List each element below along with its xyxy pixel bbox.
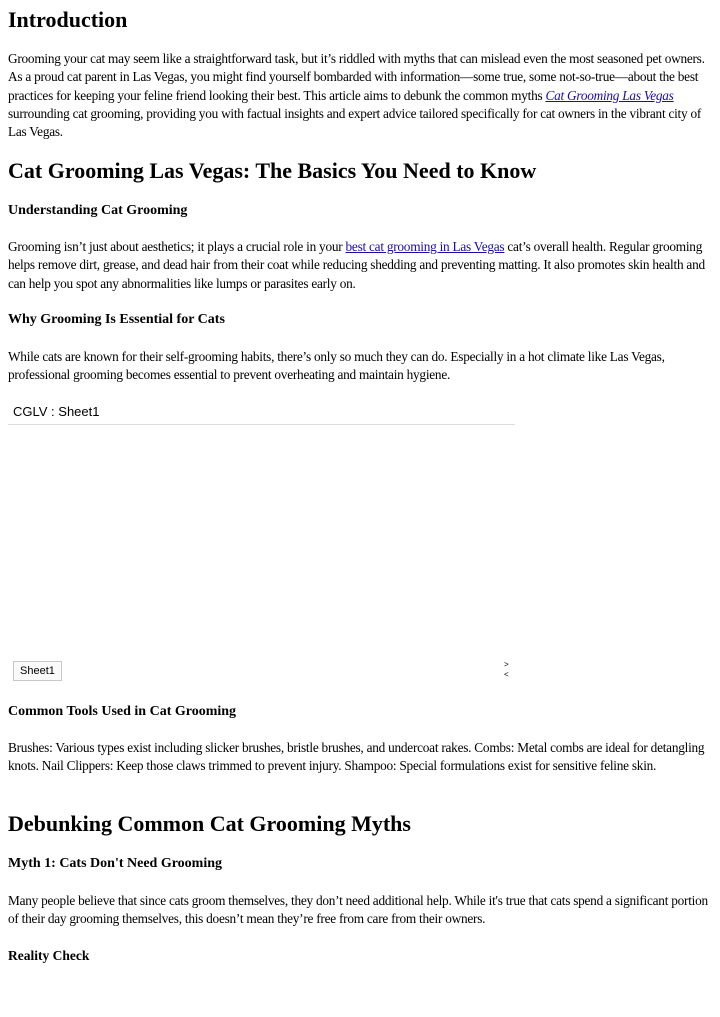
intro-text-end: surrounding cat grooming, providing you with factual insights and expert advice tailored specifically for cat owners in the vibrant city of Las Vegas. bbox=[8, 105, 702, 140]
tools-heading: Common Tools Used in Cat Grooming bbox=[8, 704, 237, 719]
cat-grooming-las-vegas-link[interactable]: Cat Grooming Las Vegas bbox=[545, 87, 674, 103]
why-heading: Why Grooming Is Essential for Cats bbox=[8, 312, 225, 327]
sheet-divider bbox=[8, 424, 515, 425]
intro-paragraph bbox=[8, 50, 713, 141]
understanding-paragraph bbox=[8, 238, 713, 293]
why-paragraph: While cats are known for their self-grooming habits, there’s only so much they can do. Especially in a hot climate like Las Vegas, professional grooming becomes essential to prevent overheating and maintain hygiene. bbox=[8, 349, 665, 383]
intro-text-start: Grooming your cat may seem like a straightforward task, but it’s riddled with myths that can mislead even the most seasoned pet owners. As a proud cat parent in Las Vegas, you might find yourself bombarded with information—some true, some not-so-true—about the best practices for keeping your feline friend looking their best. This article aims to debunk the common myths bbox=[8, 51, 705, 103]
sheet-nav bbox=[504, 660, 514, 680]
best-cat-grooming-link[interactable]: best cat grooming in Las Vegas bbox=[345, 239, 505, 254]
myths-heading: Debunking Common Cat Grooming Myths bbox=[8, 811, 411, 836]
basics-heading: Cat Grooming Las Vegas: The Basics You Need to Know bbox=[8, 158, 537, 183]
sheet-title: CGLV : Sheet1 bbox=[13, 404, 100, 419]
myth1-heading: Myth 1: Cats Don't Need Grooming bbox=[8, 856, 223, 871]
sheet-prev-button[interactable]: < bbox=[504, 670, 509, 679]
understanding-text-start: Grooming isn’t just about aesthetics; it plays a crucial role in your bbox=[8, 239, 346, 254]
reality-check-heading: Reality Check bbox=[8, 948, 90, 963]
understanding-heading: Understanding Cat Grooming bbox=[8, 203, 188, 218]
sheet-tab[interactable]: Sheet1 bbox=[13, 661, 62, 681]
understanding-text-end: cat’s overall health. Regular grooming helps remove dirt, grease, and dead hair from their coat while reducing shedding and preventing matting. It also promotes skin health and can help you spot any abnormalities like lumps or parasites early on. bbox=[8, 239, 705, 291]
intro-heading: Introduction bbox=[8, 7, 128, 32]
tools-paragraph: Brushes: Various types exist including slicker brushes, bristle brushes, and undercoat rakes. Combs: Metal combs are ideal for detangling knots. Nail Clippers: Keep those claws trimmed to prevent injury. Shampoo: Special formulations exist for sensitive feline skin. bbox=[8, 740, 705, 774]
myth1-paragraph: Many people believe that since cats groom themselves, they don’t need additional help. While it's true that cats spend a significant portion of their day grooming themselves, this doesn’t mean they’re free from care from their owners. bbox=[8, 893, 708, 927]
embedded-spreadsheet[interactable] bbox=[8, 398, 515, 688]
sheet-next-button[interactable]: > bbox=[504, 660, 509, 669]
